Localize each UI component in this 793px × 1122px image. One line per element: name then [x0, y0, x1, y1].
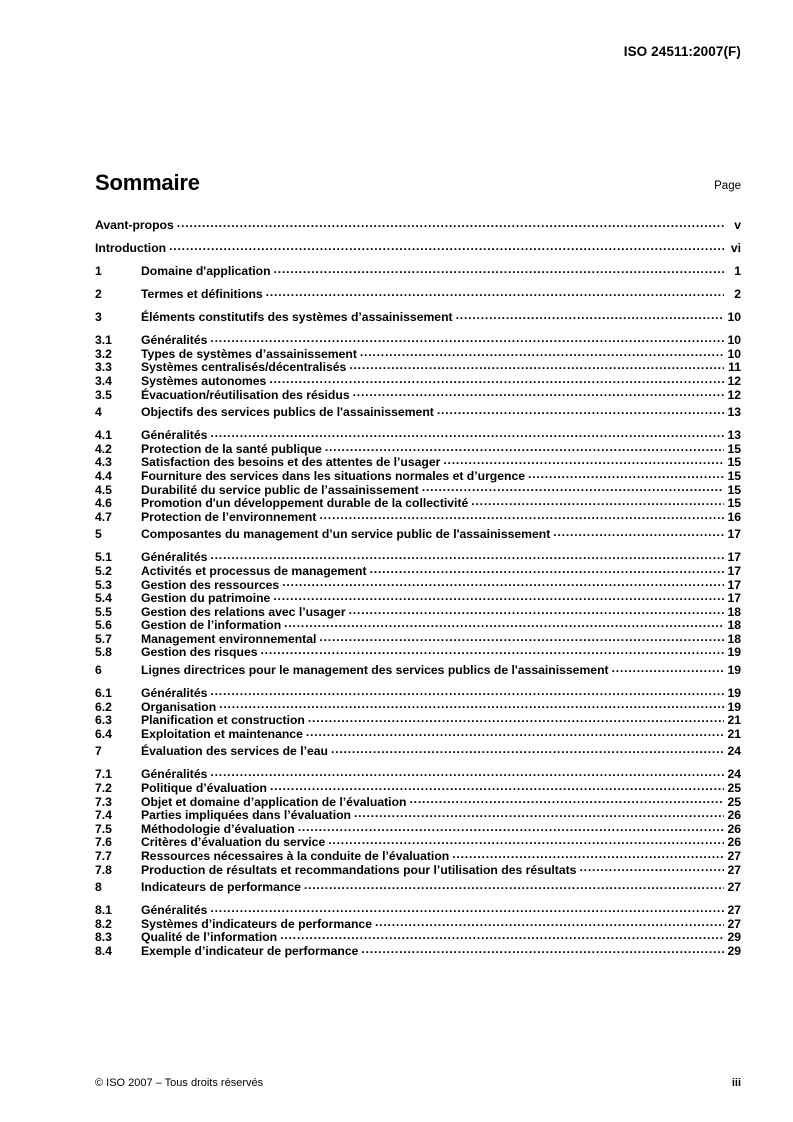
- toc-entry-title: Généralités: [141, 333, 208, 348]
- toc-leader-dots: [219, 698, 724, 710]
- toc-entry-page: 29: [727, 943, 741, 958]
- toc-entry-title: Politique d’évaluation: [141, 781, 267, 796]
- toc-leader-dots: [298, 821, 724, 833]
- toc-leader-dots: [210, 549, 724, 561]
- toc-entry-number: 4.1: [95, 428, 112, 443]
- toc-entry-page: 19: [727, 663, 741, 678]
- toc-entry-page: 26: [727, 821, 741, 836]
- toc-leader-dots: [422, 481, 724, 493]
- toc-entry[interactable]: [95, 526, 741, 549]
- toc-leader-dots: [579, 861, 724, 873]
- toc-entry-number: 3.3: [95, 360, 112, 375]
- toc-entry[interactable]: [95, 604, 741, 618]
- toc-entry-title: Généralités: [141, 903, 208, 918]
- toc-entry-number: 4.7: [95, 509, 112, 524]
- toc-entry[interactable]: [95, 404, 741, 427]
- toc-entry-title: Gestion des risques: [141, 645, 258, 660]
- toc-entry-page: 12: [727, 373, 741, 388]
- toc-entry-title: Activités et processus de management: [141, 563, 367, 578]
- toc-entry[interactable]: [95, 743, 741, 766]
- toc-entry-page: 17: [727, 563, 741, 578]
- toc-entry-page: 16: [727, 509, 741, 524]
- toc-entry-title: Production de résultats et recommandations pour l’utilisation des résultats: [141, 862, 577, 877]
- toc-leader-dots: [319, 631, 724, 643]
- toc-entry-title: Gestion des relations avec l’usager: [141, 604, 346, 619]
- toc-entry-title: Domaine d'application: [141, 264, 271, 279]
- toc-leader-dots: [280, 929, 724, 941]
- toc-entry-number: 6.1: [95, 686, 112, 701]
- toc-entry-page: 24: [727, 767, 741, 782]
- toc-entry-number: 7.8: [95, 862, 112, 877]
- toc-entry-number: 5.2: [95, 563, 112, 578]
- toc-entry-title: Exemple d’indicateur de performance: [141, 943, 359, 958]
- toc-leader-dots: [349, 359, 724, 371]
- toc-entry-page: 26: [727, 835, 741, 850]
- toc-entry-title: Systèmes autonomes: [141, 373, 267, 388]
- toc-entry-number: 5.4: [95, 591, 112, 606]
- toc-entry[interactable]: [95, 631, 741, 645]
- toc-entry-title: Composantes du management d’un service public de l'assainissement: [141, 527, 551, 542]
- table-of-contents: [95, 217, 741, 956]
- toc-entry[interactable]: [95, 509, 741, 523]
- toc-entry-number: 3.1: [95, 333, 112, 348]
- toc-entry[interactable]: [95, 943, 741, 957]
- toc-entry-number: 7.2: [95, 781, 112, 796]
- toc-entry-title: Satisfaction des besoins et des attentes de l’usager: [141, 455, 441, 470]
- toc-entry[interactable]: [95, 916, 741, 930]
- toc-entry-page: 27: [727, 916, 741, 931]
- toc-leader-dots: [306, 726, 724, 738]
- toc-entry-page: 2: [734, 287, 741, 302]
- toc-entry-page: 19: [727, 699, 741, 714]
- copyright-notice: © ISO 2007 – Tous droits réservés: [95, 1077, 264, 1089]
- page-column-header: Page: [714, 180, 741, 192]
- toc-leader-dots: [169, 240, 724, 252]
- toc-entry[interactable]: [95, 468, 741, 482]
- toc-entry-page: 18: [727, 631, 741, 646]
- toc-entry-title: Indicateurs de performance: [141, 880, 301, 895]
- toc-entry-page: 10: [727, 333, 741, 348]
- toc-entry-page: 15: [727, 441, 741, 456]
- toc-leader-dots: [553, 526, 724, 538]
- toc-entry-page: 27: [727, 849, 741, 863]
- toc-entry-number: 3.2: [95, 346, 112, 361]
- toc-entry-page: 1: [734, 264, 741, 279]
- toc-entry[interactable]: [95, 861, 741, 875]
- toc-entry[interactable]: [95, 766, 741, 780]
- toc-entry-number: 6.3: [95, 713, 112, 728]
- toc-entry-title: Gestion de l’information: [141, 618, 282, 633]
- toc-entry-title: Lignes directrices pour le management des services publics de l'assainissement: [141, 663, 609, 678]
- toc-leader-dots: [266, 286, 724, 298]
- toc-entry-title: Qualité de l’information: [141, 930, 278, 945]
- toc-entry[interactable]: [95, 834, 741, 848]
- toc-leader-dots: [375, 916, 724, 928]
- toc-entry-number: 5.3: [95, 577, 112, 592]
- toc-entry-title: Promotion d'un développement durable de la collectivité: [141, 496, 469, 511]
- toc-entry-number: 2: [95, 287, 102, 302]
- toc-entry-page: 10: [727, 310, 741, 325]
- toc-entry-page: 27: [727, 903, 741, 918]
- toc-entry-title: Avant-propos: [95, 218, 174, 233]
- toc-entry-title: Fourniture des services dans les situations normales et d’urgence: [141, 468, 526, 483]
- toc-leader-dots: [471, 495, 724, 507]
- toc-entry[interactable]: [95, 359, 741, 373]
- toc-entry-title: Termes et définitions: [141, 287, 263, 302]
- toc-entry-page: 10: [727, 346, 741, 361]
- toc-leader-dots: [284, 617, 724, 629]
- toc-leader-dots: [308, 712, 724, 724]
- toc-leader-dots: [325, 441, 724, 453]
- toc-entry-page: 29: [727, 930, 741, 945]
- toc-entry[interactable]: [95, 726, 741, 740]
- toc-entry[interactable]: [95, 807, 741, 821]
- toc-entry-number: 8: [95, 880, 102, 895]
- toc-entry-page: 15: [727, 482, 741, 497]
- toc-entry-page: 18: [727, 604, 741, 619]
- toc-entry[interactable]: [95, 576, 741, 590]
- toc-entry-title: Systèmes centralisés/décentralisés: [141, 360, 347, 375]
- toc-leader-dots: [210, 332, 724, 344]
- toc-entry-number: 4.4: [95, 468, 112, 483]
- toc-entry-page: 27: [727, 880, 741, 895]
- toc-leader-dots: [528, 468, 724, 480]
- toc-entry-page: 17: [727, 550, 741, 565]
- toc-entry[interactable]: [95, 685, 741, 699]
- toc-entry-title: Généralités: [141, 550, 208, 565]
- toc-entry[interactable]: [95, 454, 741, 468]
- toc-entry-page: 15: [727, 468, 741, 483]
- toc-entry-title: Gestion des ressources: [141, 577, 280, 592]
- toc-entry-page: 13: [727, 428, 741, 443]
- toc-leader-dots: [354, 807, 724, 819]
- toc-entry-title: Protection de la santé publique: [141, 441, 322, 456]
- toc-entry[interactable]: [95, 902, 741, 916]
- toc-entry-page: 25: [727, 794, 741, 809]
- toc-entry-number: 6.2: [95, 699, 112, 714]
- toc-entry-page: 13: [727, 405, 741, 420]
- toc-entry-page: 15: [727, 496, 741, 511]
- toc-entry-number: 7.6: [95, 835, 112, 850]
- toc-entry-title: Organisation: [141, 699, 217, 714]
- toc-entry-number: 6.4: [95, 726, 112, 741]
- toc-entry[interactable]: [95, 698, 741, 712]
- toc-entry-title: Évacuation/réutilisation des résidus: [141, 387, 350, 402]
- toc-entry-title: Planification et construction: [141, 713, 305, 728]
- toc-entry[interactable]: [95, 821, 741, 835]
- toc-leader-dots: [304, 879, 724, 891]
- toc-leader-dots: [409, 793, 724, 805]
- toc-entry-page: 25: [727, 781, 741, 796]
- toc-entry[interactable]: [95, 563, 741, 577]
- toc-entry-number: 7.5: [95, 821, 112, 836]
- toc-leader-dots: [331, 743, 724, 755]
- toc-leader-dots: [353, 386, 724, 398]
- toc-leader-dots: [360, 346, 724, 358]
- toc-title-row: [95, 172, 741, 194]
- toc-leader-dots: [349, 604, 724, 616]
- toc-leader-dots: [319, 509, 724, 521]
- toc-entry-number: 3.5: [95, 387, 112, 402]
- toc-entry-title: Généralités: [141, 686, 208, 701]
- toc-entry-number: 7.1: [95, 767, 112, 782]
- toc-entry-title: Évaluation des services de l’eau: [141, 744, 328, 759]
- toc-leader-dots: [270, 780, 724, 792]
- toc-entry[interactable]: [95, 332, 741, 346]
- toc-entry-title: Protection de l’environnement: [141, 509, 317, 524]
- standard-reference: ISO 24511:2007(F): [623, 44, 741, 59]
- toc-entry-title: Systèmes d’indicateurs de performance: [141, 916, 372, 931]
- toc-leader-dots: [328, 834, 724, 846]
- toc-entry[interactable]: [95, 373, 741, 387]
- toc-entry[interactable]: [95, 590, 741, 604]
- toc-entry-number: 7.7: [95, 849, 112, 863]
- toc-entry[interactable]: [95, 879, 741, 902]
- toc-entry-number: 4.2: [95, 441, 112, 456]
- toc-entry-title: Critères d’évaluation du service: [141, 835, 326, 850]
- toc-entry-number: 1: [95, 264, 102, 279]
- document-header: [95, 44, 741, 59]
- toc-entry-page: 26: [727, 808, 741, 823]
- toc-entry[interactable]: [95, 441, 741, 455]
- toc-entry-number: 8.3: [95, 930, 112, 945]
- toc-entry-title: Exploitation et maintenance: [141, 726, 303, 741]
- toc-entry[interactable]: [95, 263, 741, 286]
- toc-entry-page: vi: [730, 241, 741, 256]
- toc-entry[interactable]: [95, 427, 741, 441]
- toc-leader-dots: [370, 563, 724, 575]
- page-title: Sommaire: [95, 170, 200, 195]
- toc-entry[interactable]: [95, 240, 741, 263]
- toc-entry-title: Gestion du patrimoine: [141, 591, 271, 606]
- toc-entry-title: Types de systèmes d’assainissement: [141, 346, 357, 361]
- toc-entry-title: Généralités: [141, 767, 208, 782]
- toc-entry-number: 5: [95, 527, 102, 542]
- toc-entry-page: 21: [727, 713, 741, 728]
- toc-leader-dots: [612, 662, 724, 674]
- toc-entry[interactable]: [95, 309, 741, 332]
- toc-entry[interactable]: [95, 929, 741, 943]
- toc-entry-number: 6: [95, 663, 102, 678]
- toc-leader-dots: [282, 576, 724, 588]
- toc-entry-page: 12: [727, 387, 741, 402]
- toc-entry[interactable]: [95, 217, 741, 240]
- toc-entry[interactable]: [95, 386, 741, 400]
- toc-entry-number: 3.4: [95, 373, 112, 388]
- toc-entry-number: 4: [95, 405, 102, 420]
- toc-entry-number: 5.5: [95, 604, 112, 619]
- toc-leader-dots: [274, 263, 724, 275]
- toc-leader-dots: [437, 404, 724, 416]
- toc-leader-dots: [210, 427, 724, 439]
- toc-entry-title: Introduction: [95, 241, 167, 256]
- toc-entry-page: 27: [727, 862, 741, 877]
- toc-entry-number: 8.2: [95, 916, 112, 931]
- toc-entry[interactable]: [95, 495, 741, 509]
- toc-entry-title: Ressources nécessaires à la conduite de l’évaluation: [141, 849, 450, 863]
- toc-entry[interactable]: [95, 712, 741, 726]
- toc-entry-number: 5.1: [95, 550, 112, 565]
- toc-entry-number: 8.4: [95, 943, 112, 958]
- toc-entry-page: 11: [728, 360, 741, 375]
- toc-entry-title: Parties impliquées dans l’évaluation: [141, 808, 351, 823]
- toc-leader-dots: [269, 373, 724, 385]
- toc-entry-page: 17: [727, 527, 741, 542]
- toc-entry-page: 17: [727, 577, 741, 592]
- toc-leader-dots: [210, 766, 724, 778]
- toc-entry[interactable]: [95, 848, 741, 862]
- toc-leader-dots: [210, 685, 724, 697]
- toc-entry[interactable]: [95, 549, 741, 563]
- toc-entry[interactable]: [95, 644, 741, 658]
- toc-entry-number: 5.6: [95, 618, 112, 633]
- toc-entry-title: Objet et domaine d’application de l’évaluation: [141, 794, 407, 809]
- toc-entry-number: 7: [95, 744, 102, 759]
- toc-entry[interactable]: [95, 286, 741, 309]
- toc-entry-page: 15: [727, 455, 741, 470]
- toc-entry-number: 7.4: [95, 808, 112, 823]
- toc-leader-dots: [456, 309, 724, 321]
- document-footer: [95, 1077, 741, 1089]
- toc-entry-page: 21: [727, 726, 741, 741]
- toc-leader-dots: [361, 943, 724, 955]
- toc-entry-title: Généralités: [141, 428, 208, 443]
- toc-entry-page: v: [734, 218, 741, 233]
- page-number: iii: [731, 1077, 741, 1089]
- toc-entry-number: 4.3: [95, 455, 112, 470]
- toc-entry-page: 18: [727, 618, 741, 633]
- toc-entry-number: 7.3: [95, 794, 112, 809]
- toc-entry-title: Management environnemental: [141, 631, 317, 646]
- toc-entry-page: 24: [727, 744, 741, 759]
- toc-entry-number: 4.5: [95, 482, 112, 497]
- toc-leader-dots: [443, 454, 724, 466]
- toc-entry-number: 3: [95, 310, 102, 325]
- toc-leader-dots: [210, 902, 724, 914]
- toc-entry-page: 19: [727, 645, 741, 660]
- toc-entry[interactable]: [95, 780, 741, 794]
- toc-entry[interactable]: [95, 481, 741, 495]
- toc-entry-title: Méthodologie d’évaluation: [141, 821, 295, 836]
- toc-entry-title: Objectifs des services publics de l'assainissement: [141, 405, 434, 420]
- toc-entry-page: 19: [727, 686, 741, 701]
- toc-entry[interactable]: [95, 617, 741, 631]
- toc-leader-dots: [452, 848, 724, 860]
- toc-leader-dots: [261, 644, 725, 656]
- toc-leader-dots: [273, 590, 724, 602]
- toc-entry-number: 5.8: [95, 645, 112, 660]
- toc-entry-number: 4.6: [95, 496, 112, 511]
- toc-entry-number: 5.7: [95, 631, 112, 646]
- toc-entry[interactable]: [95, 346, 741, 360]
- toc-entry[interactable]: [95, 793, 741, 807]
- toc-entry-title: Durabilité du service public de l’assainissement: [141, 482, 419, 497]
- toc-entry[interactable]: [95, 662, 741, 685]
- toc-entry-number: 8.1: [95, 903, 112, 918]
- toc-leader-dots: [177, 217, 724, 229]
- toc-entry-page: 17: [727, 591, 741, 606]
- toc-entry-title: Éléments constitutifs des systèmes d’assainissement: [141, 310, 453, 325]
